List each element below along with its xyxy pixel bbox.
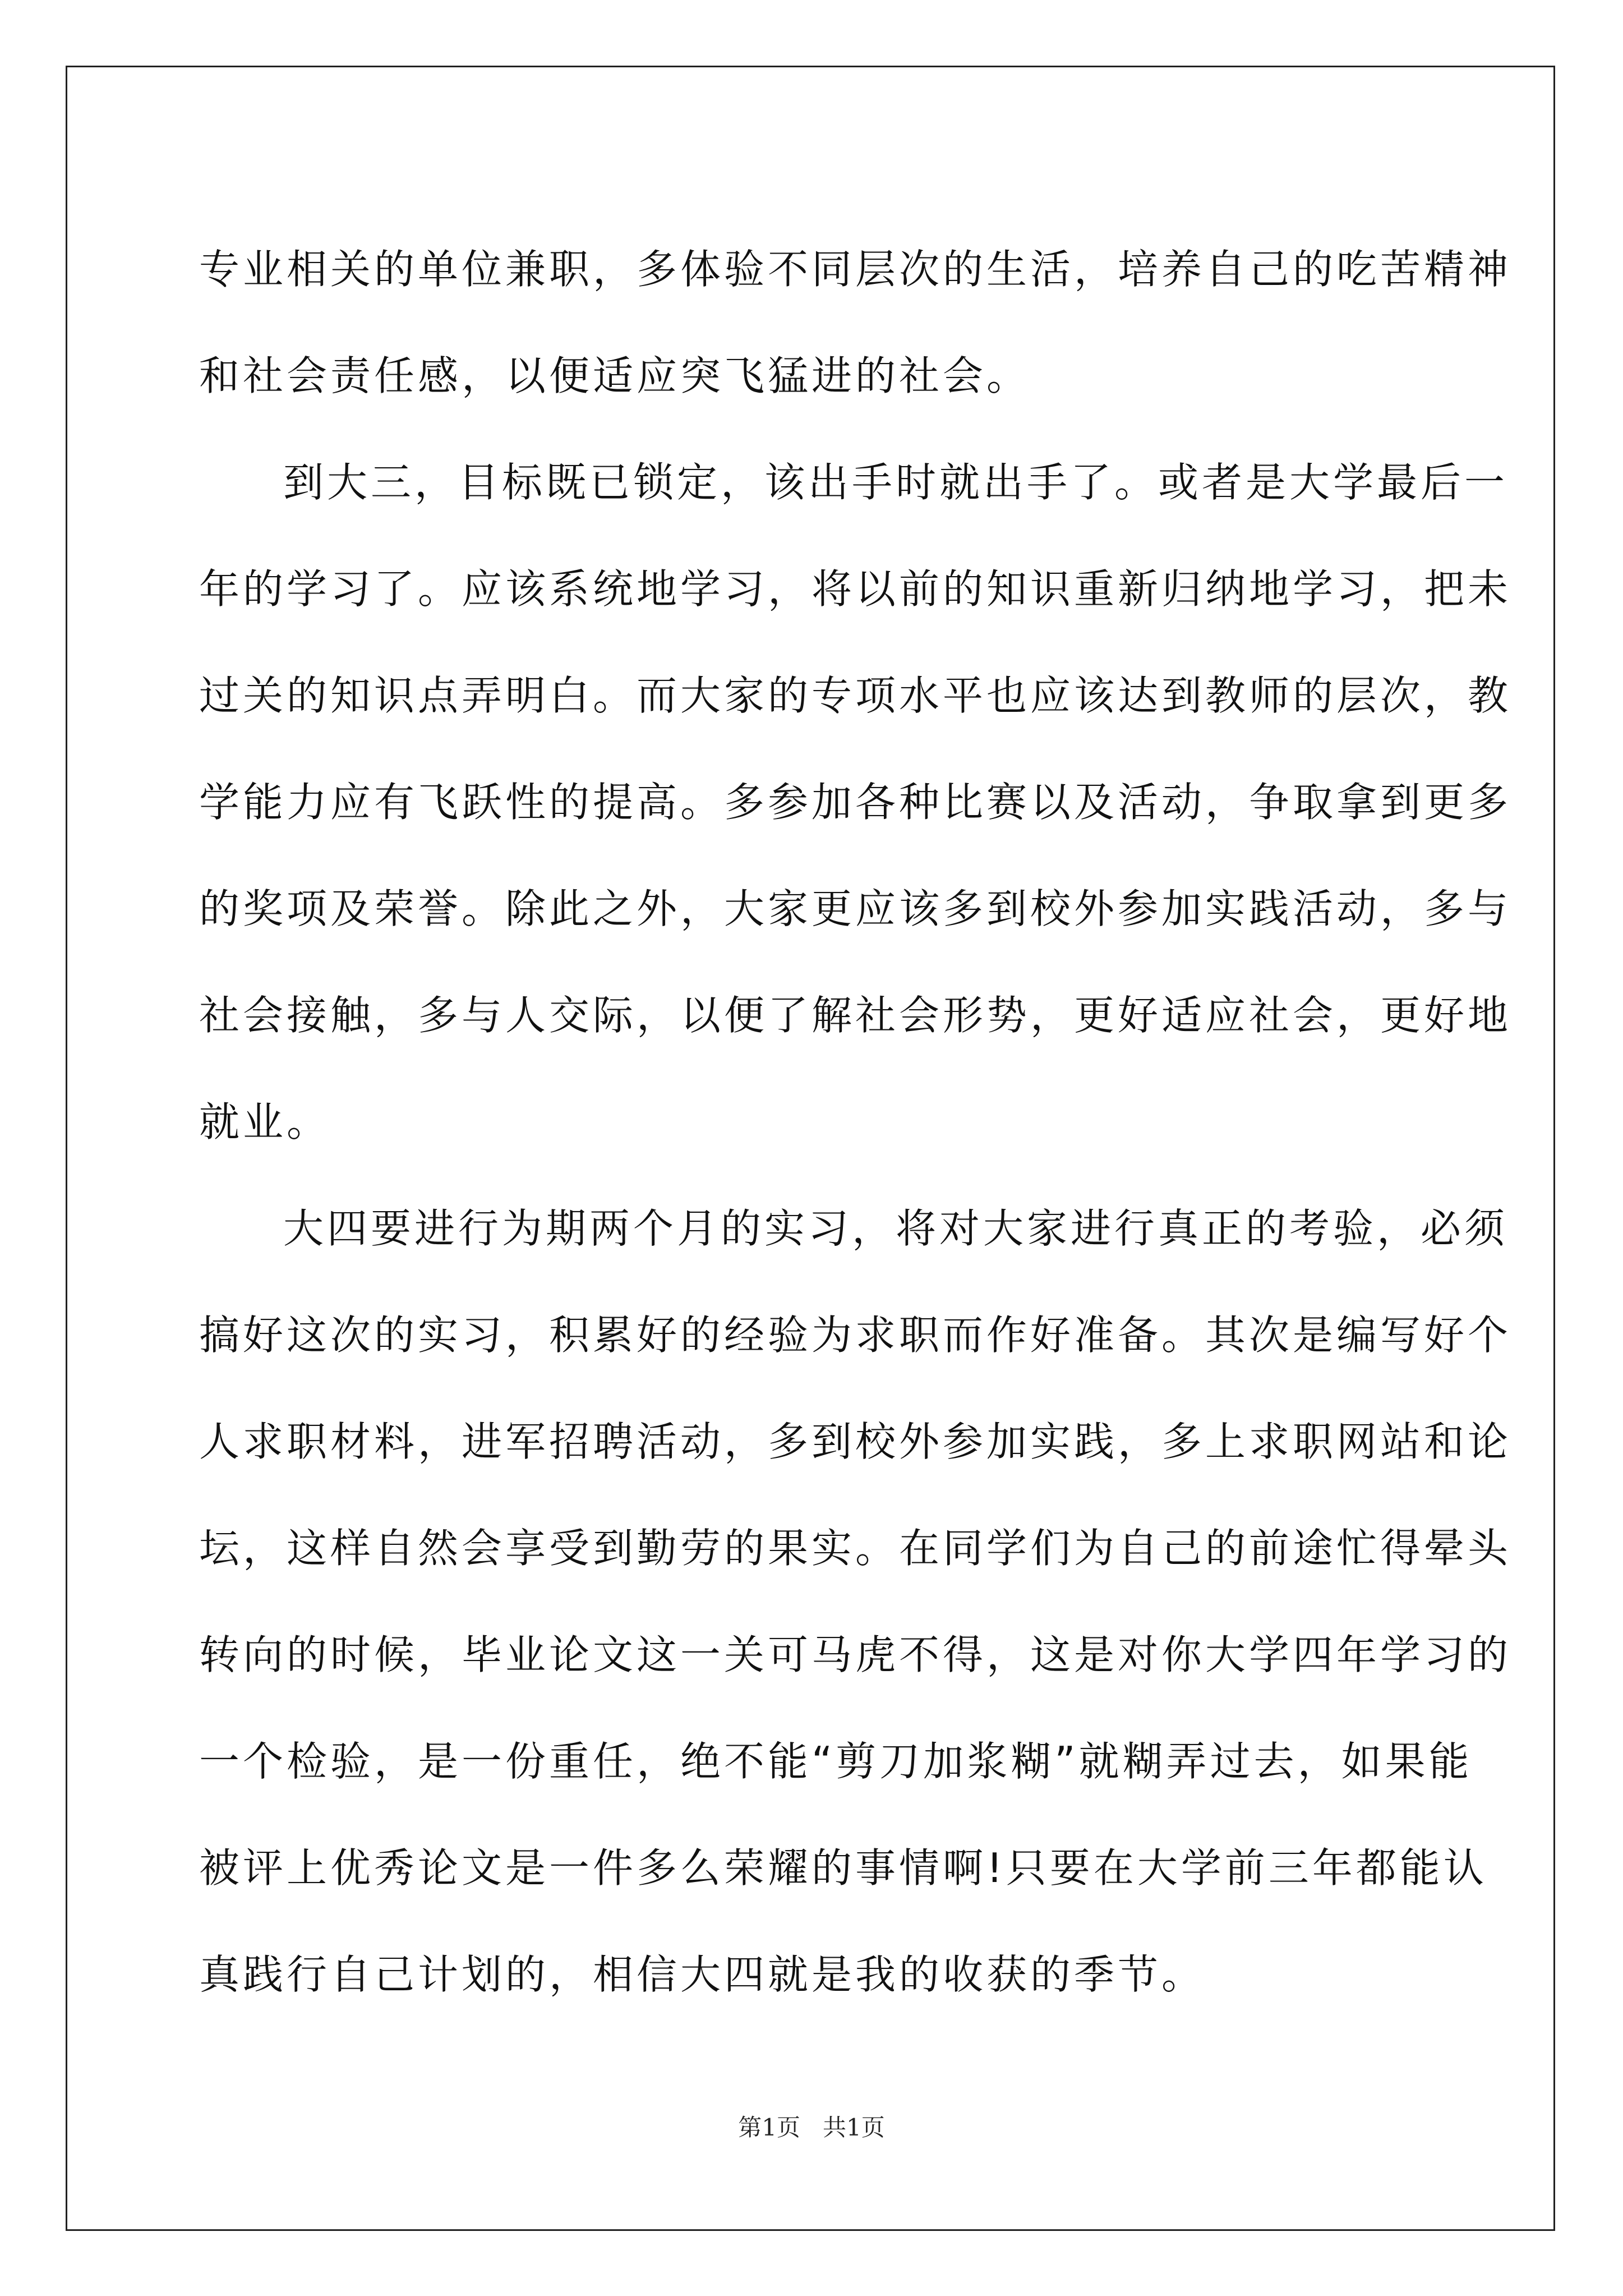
text-line: 一个检验，是一份重任，绝不能“剪刀加浆糊”就糊弄过去，如果能: [199, 1738, 1473, 1785]
text-line: 真践行自己计划的，相信大四就是我的收获的季节。: [199, 1951, 1206, 1998]
text-line: 坛，这样自然会享受到勤劳的果实。在同学们为自己的前途忙得晕头: [199, 1525, 1512, 1572]
text-line: 搞好这次的实习，积累好的经验为求职而作好准备。其次是编写好个: [199, 1312, 1512, 1359]
paragraph-3: [199, 1175, 1512, 2028]
text-line: 被评上优秀论文是一件多么荣耀的事情啊!只要在大学前三年都能认: [199, 1844, 1487, 1892]
text-line: 社会接触，多与人交际，以便了解社会形势，更好适应社会，更好地: [199, 992, 1512, 1039]
document-body: [199, 216, 1512, 2028]
text-line: 转向的时候，毕业论文这一关可马虎不得，这是对你大学四年学习的: [199, 1631, 1512, 1678]
page-footer: 第1页 共1页: [738, 2114, 885, 2141]
text-line: 就业。: [199, 1098, 331, 1145]
text-line: 到大三，目标既已锁定，该出手时就出手了。或者是大学最后一: [283, 459, 1509, 506]
text-line: 学能力应有飞跃性的提高。多参加各种比赛以及活动，争取拿到更多: [199, 779, 1512, 826]
paragraph-1: [199, 216, 1512, 429]
text-line: 专业相关的单位兼职，多体验不同层次的生活，培养自己的吃苦精神: [199, 246, 1512, 293]
text-line: 人求职材料，进军招聘活动，多到校外参加实践，多上求职网站和论: [199, 1418, 1512, 1465]
text-line: 过关的知识点弄明白。而大家的专项水平也应该达到教师的层次，教: [199, 672, 1512, 719]
text-line: 大四要进行为期两个月的实习，将对大家进行真正的考验，必须: [283, 1205, 1509, 1252]
text-line: 的奖项及荣誉。除此之外，大家更应该多到校外参加实践活动，多与: [199, 885, 1512, 932]
text-line: 年的学习了。应该系统地学习，将以前的知识重新归纳地学习，把未: [199, 565, 1512, 613]
paragraph-2: [199, 429, 1512, 1175]
text-line: 和社会责任感，以便适应突飞猛进的社会。: [199, 352, 1031, 399]
